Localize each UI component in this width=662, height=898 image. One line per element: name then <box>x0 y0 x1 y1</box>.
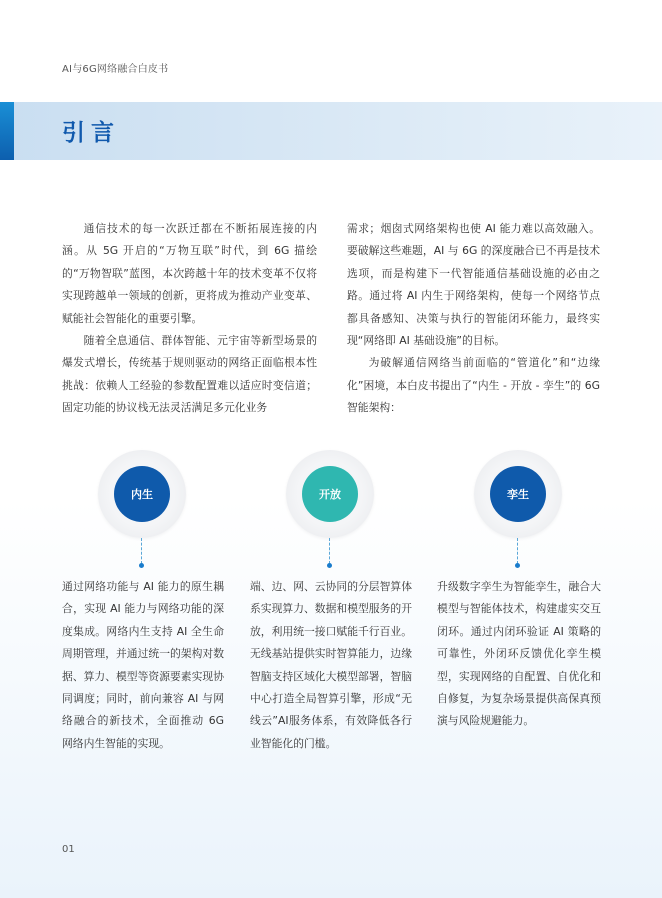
connector-dot <box>139 563 144 568</box>
pillar-open-circle <box>302 466 358 522</box>
pillar-label: 开放 <box>319 488 341 501</box>
connector-dot <box>327 563 332 568</box>
page-number: 01 <box>62 844 75 855</box>
connector-dot <box>515 563 520 568</box>
intro-paragraph: 随着全息通信、群体智能、元宇宙等新型场景的爆发式增长，传统基于规则驱动的网络正面临根本性挑战：依赖人工经验的参数配置难以适应时变信道；固定功能的协议栈无法灵活满足多元化业务 <box>62 334 317 415</box>
section-title: 引言 <box>62 120 120 146</box>
intro-paragraph: 为破解通信网络当前面临的“管道化”和“边缘化”困境，本白皮书提出了“内生 - 开放 - 孪生”的 6G 智能架构： <box>347 356 600 415</box>
intro-right-column <box>347 218 600 420</box>
pillar-endogenous-circle <box>114 466 170 522</box>
pillar-endogenous-description: 通过网络功能与 AI 能力的原生耦合，实现 AI 能力与网络功能的深度集成。网络内生支持 AI 全生命周期管理，并通过统一的架构对数据、算力、模型等资源要素实现协同调度；同时，前向兼容 AI 与网络融合的新技术，全面推动 6G 网络内生智能的实现。 <box>62 580 224 750</box>
pillar-twin-circle <box>490 466 546 522</box>
pillar-endogenous-node <box>98 450 186 538</box>
connector-line <box>329 538 330 564</box>
pillar-label: 孪生 <box>507 488 529 501</box>
section-banner <box>0 102 662 160</box>
document-title: AI与6G网络融合白皮书 <box>62 64 169 75</box>
intro-left-column <box>62 218 317 420</box>
pillar-twin-description: 升级数字孪生为智能孪生，融合大模型与智能体技术，构建虚实交互闭环。通过内闭环验证 AI 策略的可靠性，外闭环反馈优化孪生模型，实现网络的自配置、自优化和自修复，为复杂场景提供高保真预演与风险规避能力。 <box>437 580 601 728</box>
banner-accent-bar <box>0 102 14 160</box>
pillar-twin-node <box>474 450 562 538</box>
pillar-open-node <box>286 450 374 538</box>
connector-line <box>141 538 142 564</box>
intro-paragraph: 通信技术的每一次跃迁都在不断拓展连接的内涵。从 5G 开启的“万物互联”时代，到 6G 描绘的“万物智联”蓝图，本次跨越十年的技术变革不仅将实现跨越单一领域的创新，更将成为推动产业变革、赋能社会智能化的重要引擎。 <box>62 222 317 325</box>
intro-paragraph-continued: 需求；烟囱式网络架构也使 AI 能力难以高效融入。要破解这些难题，AI 与 6G 的深度融合已不再是技术选项，而是构建下一代智能通信基础设施的必由之路。通过将 AI 内生于网络架构，使每一个网络节点都具备感知、决策与执行的智能闭环能力，最终实现“网络即 AI 基础设施”的目标。 <box>347 222 600 348</box>
connector-line <box>517 538 518 564</box>
pillar-open-description: 端、边、网、云协同的分层智算体系实现算力、数据和模型服务的开放，利用统一接口赋能千行百业。无线基站提供实时智算能力，边缘智脑支持区域化大模型部署，智脑中心打造全局智算引擎，形成“无线云”AI服务体系，有效降低各行业智能化的门槛。 <box>250 580 412 750</box>
pillar-label: 内生 <box>131 488 153 501</box>
